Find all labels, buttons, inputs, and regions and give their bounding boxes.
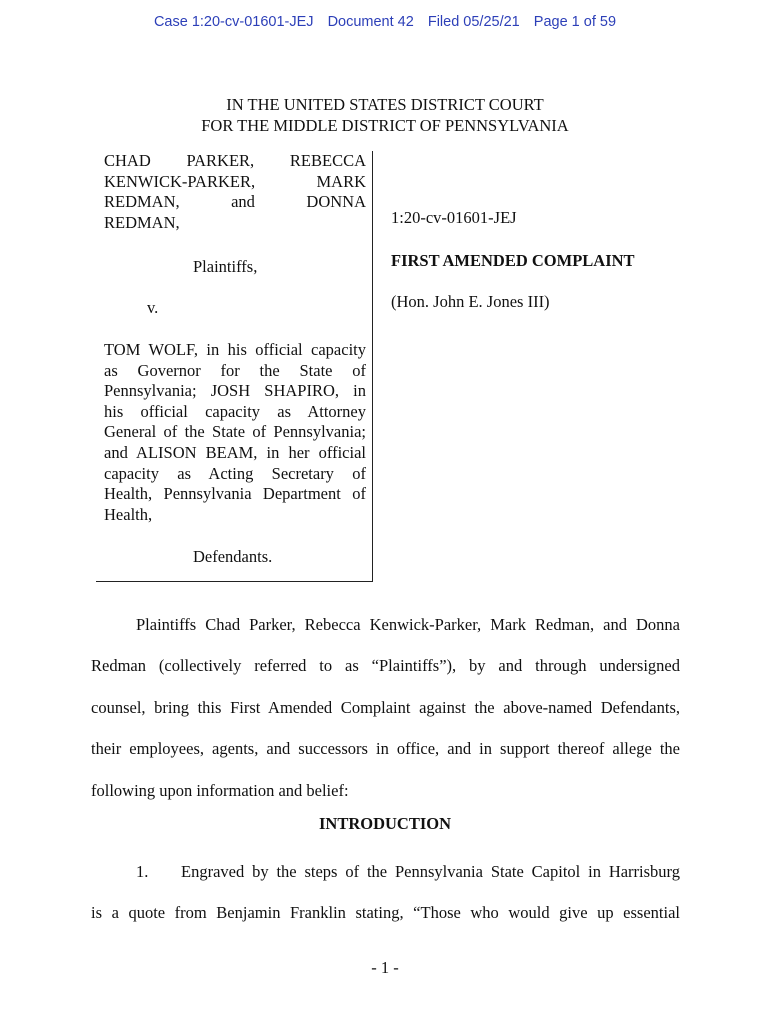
ecf-page-count: Page 1 of 59: [533, 14, 617, 30]
page-number: - 1 -: [371, 958, 399, 977]
defendant-line: his official capacity as Attorney: [104, 401, 366, 421]
court-name-line-2: FOR THE MIDDLE DISTRICT OF PENNSYLVANIA: [201, 116, 569, 135]
defendants-caption: [104, 340, 366, 525]
intro-paragraph: [91, 604, 680, 811]
defendant-line: General of the State of Pennsylvania;: [104, 422, 366, 442]
caption-vertical-divider: [372, 151, 373, 582]
defendant-line: and ALISON BEAM, in her official: [104, 442, 366, 462]
section-heading: INTRODUCTION: [318, 814, 452, 833]
defendant-line: Pennsylvania; JOSH SHAPIRO, in: [104, 381, 366, 401]
plaintiffs-label: Plaintiffs,: [193, 257, 258, 276]
caption-horizontal-divider: [96, 581, 373, 582]
paragraph-1: [91, 851, 680, 934]
ecf-document-number: Document 42: [327, 14, 414, 30]
paragraph-number: 1.: [136, 862, 149, 881]
plaintiff-line: REDMAN,: [104, 212, 180, 232]
intro-line: Plaintiffs Chad Parker, Rebecca Kenwick-Parker, Mark Redman, and Donna: [136, 615, 680, 634]
plaintiff-line: KENWICK-PARKER, MARK: [104, 171, 366, 191]
court-name-line-1: IN THE UNITED STATES DISTRICT COURT: [226, 95, 544, 114]
defendant-line: Health, Pennsylvania Department of: [104, 484, 366, 504]
intro-line: Redman (collectively referred to as “Plaintiffs”), by and through undersigned: [91, 656, 680, 676]
plaintiff-line: REDMAN, and DONNA: [104, 192, 366, 212]
defendant-line: as Governor for the State of: [104, 360, 366, 380]
ecf-case-number: Case 1:20-cv-01601-JEJ: [153, 14, 314, 30]
court-name: [0, 94, 770, 136]
defendant-line: TOM WOLF, in his official capacity: [104, 340, 366, 359]
intro-line: their employees, agents, and successors in office, and in support thereof allege the: [91, 739, 680, 759]
defendants-label: Defendants.: [193, 547, 273, 566]
defendant-line: Health,: [104, 504, 153, 524]
defendant-line: capacity as Acting Secretary of: [104, 463, 366, 483]
versus-label: v.: [147, 298, 159, 317]
paragraph-line: Engraved by the steps of the Pennsylvania State Capitol in Harrisburg: [181, 862, 680, 881]
plaintiff-line: CHAD PARKER, REBECCA: [104, 151, 366, 170]
intro-line: following upon information and belief:: [91, 780, 349, 800]
plaintiffs-caption: [104, 151, 366, 233]
judge-name: (Hon. John E. Jones III): [391, 292, 550, 311]
case-number: 1:20-cv-01601-JEJ: [391, 208, 517, 227]
ecf-filing-header: [0, 14, 770, 30]
intro-line: counsel, bring this First Amended Complaint against the above-named Defendants,: [91, 697, 680, 717]
document-title: FIRST AMENDED COMPLAINT: [391, 251, 635, 270]
paragraph-line: is a quote from Benjamin Franklin stating, “Those who would give up essential: [91, 903, 680, 923]
ecf-filed-date: Filed 05/25/21: [427, 14, 520, 30]
paragraph-1-first-line: [91, 851, 680, 892]
